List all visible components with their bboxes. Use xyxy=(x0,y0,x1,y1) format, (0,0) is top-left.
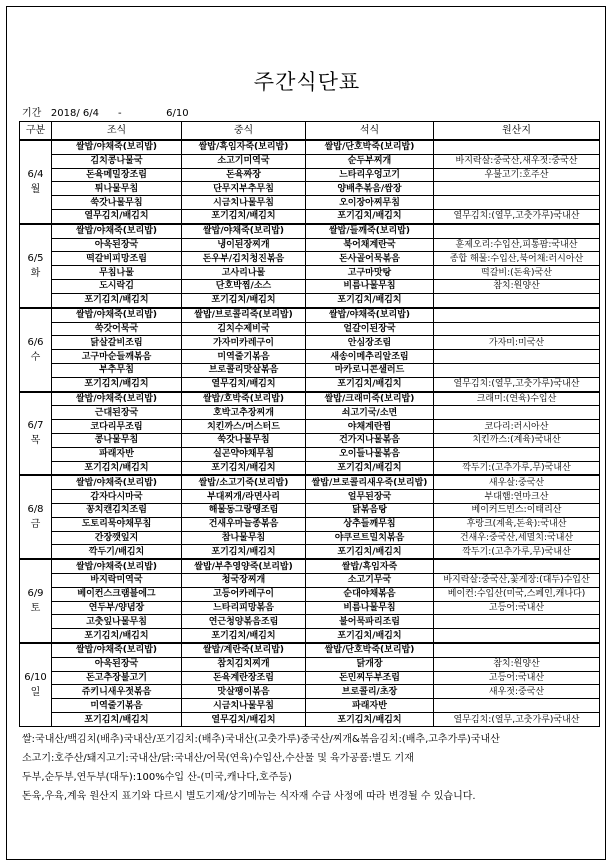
note-line: 돈육,우육,계육 원산지 표기와 다르시 별도기재/상기메뉴는 식자재 수급 사정에 따라 변경될 수 있습니다. xyxy=(22,791,476,802)
menu-row xyxy=(20,475,600,489)
lunch-cell: 쌀밥/흑임자죽(보리밥) xyxy=(182,140,306,154)
header-lunch: 중식 xyxy=(182,122,306,141)
breakfast-cell: 콩나물무침 xyxy=(52,433,182,447)
lunch-cell: 단호박찜/소스 xyxy=(182,280,306,294)
lunch-cell: 열무김치/배김치 xyxy=(182,713,306,727)
breakfast-cell: 쌀밥/야채죽(보리밥) xyxy=(52,559,182,573)
day-cell xyxy=(20,224,52,308)
day-date: 6/4 xyxy=(27,168,44,180)
dinner-cell: 쌀밥/흑임자죽 xyxy=(306,559,434,573)
origin-cell: 가자미:미국산 xyxy=(434,336,600,350)
lunch-cell: 쌀밥/야채죽(보리밥) xyxy=(182,224,306,238)
origin-cell: 새우살:중국산 xyxy=(434,475,600,489)
lunch-cell: 미역줄기볶음 xyxy=(182,350,306,364)
lunch-cell: 쌀밥/호박죽(보리밥) xyxy=(182,392,306,406)
dinner-cell: 상추들깨무침 xyxy=(306,517,434,531)
menu-row xyxy=(20,308,600,322)
menu-row xyxy=(20,657,600,671)
origin-cell: 깍두기:(고추가루,무)국내산 xyxy=(434,545,600,559)
breakfast-cell: 포기김치/배김치 xyxy=(52,713,182,727)
menu-row xyxy=(20,196,600,210)
origin-cell xyxy=(434,196,600,210)
breakfast-cell: 부추무침 xyxy=(52,363,182,377)
breakfast-cell: 간장깻잎지 xyxy=(52,531,182,545)
header-origin: 원산지 xyxy=(434,122,600,141)
origin-cell: 새우젓:중국산 xyxy=(434,685,600,699)
lunch-cell: 브로콜리맛살볶음 xyxy=(182,363,306,377)
origin-cell xyxy=(434,322,600,336)
origin-cell: 베이커드빈스:이태리산 xyxy=(434,504,600,518)
breakfast-cell: 김치콩나물국 xyxy=(52,154,182,168)
breakfast-cell: 베이컨스크램블에그 xyxy=(52,587,182,601)
dinner-cell: 돈사골어묵볶음 xyxy=(306,252,434,266)
menu-row xyxy=(20,140,600,154)
day-weekday: 목 xyxy=(30,435,41,447)
dinner-cell: 새송이메추리알조림 xyxy=(306,350,434,364)
lunch-cell: 가자미카레구이 xyxy=(182,336,306,350)
header-dinner: 석식 xyxy=(306,122,434,141)
breakfast-cell: 포기김치/배김치 xyxy=(52,629,182,643)
menu-row xyxy=(20,671,600,685)
dinner-cell: 얼무된장국 xyxy=(306,490,434,504)
breakfast-cell: 깍두기/배김치 xyxy=(52,545,182,559)
origin-cell: 바지락살:중국산,꽃게장:(대두)수입산 xyxy=(434,574,600,588)
day-cell xyxy=(20,140,52,224)
day-date: 6/10 xyxy=(24,672,47,684)
breakfast-cell: 열무김치/배김치 xyxy=(52,209,182,223)
period-dash: - xyxy=(118,108,122,119)
menu-row xyxy=(20,643,600,657)
dinner-cell: 야채계란찜 xyxy=(306,420,434,434)
dinner-cell: 마카로니콘샐러드 xyxy=(306,363,434,377)
lunch-cell: 쌀밥/소고기죽(보리밥) xyxy=(182,475,306,489)
day-weekday: 토 xyxy=(30,603,41,615)
breakfast-cell: 돈고추장불고기 xyxy=(52,671,182,685)
lunch-cell: 쌀밥/계란죽(보리밥) xyxy=(182,643,306,657)
breakfast-cell: 꽁치캔김치조림 xyxy=(52,504,182,518)
breakfast-cell: 연두부/양념장 xyxy=(52,601,182,615)
menu-row xyxy=(20,574,600,588)
day-weekday: 금 xyxy=(30,519,41,531)
dinner-cell: 돈민찌두부조림 xyxy=(306,671,434,685)
breakfast-cell: 포기김치/배김치 xyxy=(52,377,182,391)
menu-row xyxy=(20,461,600,475)
lunch-cell: 실곤약야채무침 xyxy=(182,447,306,461)
dinner-cell: 소고기무국 xyxy=(306,574,434,588)
period-end: 6/10 xyxy=(166,108,189,119)
origin-cell xyxy=(434,293,600,307)
menu-row xyxy=(20,601,600,615)
menu-row xyxy=(20,629,600,643)
lunch-cell: 해물동그랑땡조림 xyxy=(182,504,306,518)
menu-row xyxy=(20,168,600,182)
dinner-cell: 건가지나물볶음 xyxy=(306,433,434,447)
note-line: 쌀:국내산/백김치(배추)국내산/포기김치:(배추)국내산(고춧가루)중국산/찌개&볶음김치:(배추,고추가루)국내산 xyxy=(22,734,500,745)
menu-row xyxy=(20,447,600,461)
menu-row xyxy=(20,224,600,238)
breakfast-cell: 닭살갈비조림 xyxy=(52,336,182,350)
breakfast-cell: 떡갈비피망조림 xyxy=(52,252,182,266)
menu-row xyxy=(20,517,600,531)
menu-row xyxy=(20,293,600,307)
notes xyxy=(22,730,602,806)
menu-row xyxy=(20,531,600,545)
note-line: 소고기:호주산/돼지고기:국내산/닭:국내산/어묵(연육)수입산,수산물 및 육가공품:별도 기재 xyxy=(22,753,414,764)
origin-cell: 깍두기:(고추가루,무)국내산 xyxy=(434,461,600,475)
day-date: 6/7 xyxy=(27,420,44,432)
menu-row xyxy=(20,545,600,559)
day-weekday: 화 xyxy=(30,267,41,279)
menu-row xyxy=(20,406,600,420)
origin-cell xyxy=(434,643,600,657)
menu-row xyxy=(20,433,600,447)
day-date: 6/9 xyxy=(27,588,44,600)
day-date: 6/6 xyxy=(27,336,44,348)
breakfast-cell: 쑥갓나물무침 xyxy=(52,196,182,210)
breakfast-cell: 쌀밥/야채죽(보리밥) xyxy=(52,475,182,489)
dinner-cell: 고구마맛탕 xyxy=(306,266,434,280)
origin-cell: 치킨까스:(계육)국내산 xyxy=(434,433,600,447)
lunch-cell: 부대찌개/라면사리 xyxy=(182,490,306,504)
dinner-cell: 쌀밥/단호박죽(보리밥) xyxy=(306,140,434,154)
lunch-cell: 쌀밥/브로콜리죽(보리밥) xyxy=(182,308,306,322)
menu-row xyxy=(20,615,600,629)
breakfast-cell: 도시락김 xyxy=(52,280,182,294)
breakfast-cell: 바지락미역국 xyxy=(52,574,182,588)
dinner-cell: 오이들나물볶음 xyxy=(306,447,434,461)
menu-table xyxy=(19,121,600,727)
day-date: 6/8 xyxy=(27,504,44,516)
dinner-cell: 쌀밥/브로콜리새우죽(보리밥) xyxy=(306,475,434,489)
lunch-cell: 참나물무침 xyxy=(182,531,306,545)
dinner-cell: 쌀밥/들깨죽(보리밥) xyxy=(306,224,434,238)
dinner-cell: 쌀밥/야채죽(보리밥) xyxy=(306,308,434,322)
lunch-cell: 소고기미역국 xyxy=(182,154,306,168)
dinner-cell: 닭볶음탕 xyxy=(306,504,434,518)
day-weekday: 일 xyxy=(30,687,41,699)
breakfast-cell: 쌀밥/야채죽(보리밥) xyxy=(52,140,182,154)
menu-row xyxy=(20,559,600,573)
breakfast-cell: 튀나물무침 xyxy=(52,182,182,196)
origin-cell: 종합 해물:수입산,북어채:러시아산 xyxy=(434,252,600,266)
lunch-cell: 치킨까스/머스터드 xyxy=(182,420,306,434)
lunch-cell: 포기김치/배김치 xyxy=(182,293,306,307)
lunch-cell: 청국장찌개 xyxy=(182,574,306,588)
dinner-cell: 쌀밥/단호박죽(보리밥) xyxy=(306,643,434,657)
day-cell xyxy=(20,475,52,559)
menu-row xyxy=(20,685,600,699)
dinner-cell: 포기김치/배김치 xyxy=(306,293,434,307)
origin-cell: 고등어:국내산 xyxy=(434,601,600,615)
menu-row xyxy=(20,322,600,336)
menu-row xyxy=(20,154,600,168)
page-title: 주간식단표 xyxy=(253,70,361,94)
breakfast-cell: 아욱된장국 xyxy=(52,657,182,671)
day-date: 6/5 xyxy=(27,252,44,264)
breakfast-cell: 포기김치/배김치 xyxy=(52,461,182,475)
menu-row xyxy=(20,420,600,434)
dinner-cell: 야쿠르트밀치볶음 xyxy=(306,531,434,545)
dinner-cell: 포기김치/배김치 xyxy=(306,377,434,391)
dinner-cell: 쌀밥/크래미죽(보리밥) xyxy=(306,392,434,406)
menu-row xyxy=(20,587,600,601)
lunch-cell: 냉이된장찌개 xyxy=(182,238,306,252)
breakfast-cell: 코다리무조림 xyxy=(52,420,182,434)
menu-row xyxy=(20,699,600,713)
origin-cell xyxy=(434,406,600,420)
origin-cell xyxy=(434,350,600,364)
lunch-cell: 쌀밥/부추영양죽(보리밥) xyxy=(182,559,306,573)
lunch-cell: 시금치나물무침 xyxy=(182,699,306,713)
origin-cell: 참치:원양산 xyxy=(434,657,600,671)
lunch-cell: 돈육짜장 xyxy=(182,168,306,182)
dinner-cell: 순두부찌개 xyxy=(306,154,434,168)
dinner-cell: 양배추볶음/쌈장 xyxy=(306,182,434,196)
lunch-cell: 호박고추장찌개 xyxy=(182,406,306,420)
origin-cell: 부대햄:연마크산 xyxy=(434,490,600,504)
dinner-cell: 브로콜리/초장 xyxy=(306,685,434,699)
lunch-cell: 포기김치/배김치 xyxy=(182,209,306,223)
menu-row xyxy=(20,504,600,518)
breakfast-cell: 돈육메밀장조림 xyxy=(52,168,182,182)
menu-row xyxy=(20,238,600,252)
origin-cell: 떡갈비:(돈육)국산 xyxy=(434,266,600,280)
origin-cell: 열무김치:(열무,고춧가루)국내산 xyxy=(434,209,600,223)
dinner-cell: 닭개장 xyxy=(306,657,434,671)
origin-cell: 우불고기:호주산 xyxy=(434,168,600,182)
period-start: 2018/ 6/4 xyxy=(50,108,99,119)
lunch-cell: 포기김치/배김치 xyxy=(182,629,306,643)
origin-cell: 베이컨:수입산(미국,스페인,캐나다) xyxy=(434,587,600,601)
breakfast-cell: 쌀밥/야채죽(보리밥) xyxy=(52,224,182,238)
origin-cell: 고등어:국내산 xyxy=(434,671,600,685)
period-label: 기간 xyxy=(22,108,42,119)
lunch-cell: 시금치나물무침 xyxy=(182,196,306,210)
lunch-cell: 열무김치/배김치 xyxy=(182,377,306,391)
lunch-cell: 포기김치/배김치 xyxy=(182,461,306,475)
day-weekday: 수 xyxy=(30,351,41,363)
origin-cell: 바지락살:중국산,새우젓:중국산 xyxy=(434,154,600,168)
dinner-cell: 순대야채볶음 xyxy=(306,587,434,601)
lunch-cell: 김치수제비국 xyxy=(182,322,306,336)
dinner-cell: 포기김치/배김치 xyxy=(306,209,434,223)
dinner-cell: 포기김치/배김치 xyxy=(306,713,434,727)
header-row xyxy=(20,122,600,141)
day-cell xyxy=(20,308,52,392)
origin-cell: 참치:원양산 xyxy=(434,280,600,294)
origin-cell xyxy=(434,182,600,196)
lunch-cell: 고등어카레구이 xyxy=(182,587,306,601)
lunch-cell: 연근청양볶음조림 xyxy=(182,615,306,629)
lunch-cell: 느타리피망볶음 xyxy=(182,601,306,615)
breakfast-cell: 도토리묵야채무침 xyxy=(52,517,182,531)
day-cell xyxy=(20,559,52,643)
origin-cell: 후랑크(계육,돈육):국내산 xyxy=(434,517,600,531)
header-breakfast: 조식 xyxy=(52,122,182,141)
dinner-cell: 비름나물무침 xyxy=(306,280,434,294)
dinner-cell: 오이장아찌무침 xyxy=(306,196,434,210)
breakfast-cell: 쌀밥/야채죽(보리밥) xyxy=(52,643,182,657)
origin-cell xyxy=(434,308,600,322)
dinner-cell: 얼갈이된장국 xyxy=(306,322,434,336)
breakfast-cell: 쥬키니새우젓볶음 xyxy=(52,685,182,699)
menu-row xyxy=(20,713,600,727)
menu-row xyxy=(20,252,600,266)
menu-row xyxy=(20,280,600,294)
origin-cell: 열무김치:(열무,고춧가루)국내산 xyxy=(434,713,600,727)
breakfast-cell: 쑥갓어묵국 xyxy=(52,322,182,336)
dinner-cell: 느타리우엉고기 xyxy=(306,168,434,182)
origin-cell: 크래미:(연육)수입산 xyxy=(434,392,600,406)
dinner-cell: 포기김치/배김치 xyxy=(306,545,434,559)
note-line: 두부,순두부,연두부(대두):100%수입 산-(미국,캐나다,호주등) xyxy=(22,772,292,783)
lunch-cell: 고사리나물 xyxy=(182,266,306,280)
origin-cell xyxy=(434,140,600,154)
dinner-cell: 불어묵파리조림 xyxy=(306,615,434,629)
origin-cell xyxy=(434,615,600,629)
dinner-cell: 포기김치/배김치 xyxy=(306,461,434,475)
menu-row xyxy=(20,336,600,350)
day-cell xyxy=(20,643,52,726)
origin-cell xyxy=(434,699,600,713)
menu-row xyxy=(20,182,600,196)
breakfast-cell: 미역줄기볶음 xyxy=(52,699,182,713)
lunch-cell: 포기김치/배김치 xyxy=(182,545,306,559)
origin-cell xyxy=(434,447,600,461)
menu-row xyxy=(20,266,600,280)
breakfast-cell: 고구마순들깨볶음 xyxy=(52,350,182,364)
dinner-cell: 비름나물무침 xyxy=(306,601,434,615)
breakfast-cell: 쌀밥/야채죽(보리밥) xyxy=(52,308,182,322)
origin-cell: 훈제오리:수입산,피통팜:국내산 xyxy=(434,238,600,252)
origin-cell xyxy=(434,224,600,238)
breakfast-cell: 아욱된장국 xyxy=(52,238,182,252)
origin-cell: 건새우:중국산,세멸치:국내산 xyxy=(434,531,600,545)
lunch-cell: 건새우마늘종볶음 xyxy=(182,517,306,531)
lunch-cell: 돈육계란장조림 xyxy=(182,671,306,685)
menu-body xyxy=(20,140,600,727)
lunch-cell: 참치김치찌개 xyxy=(182,657,306,671)
breakfast-cell: 무침나물 xyxy=(52,266,182,280)
origin-cell xyxy=(434,363,600,377)
breakfast-cell: 고춧잎나물무침 xyxy=(52,615,182,629)
dinner-cell: 쇠고기국/소면 xyxy=(306,406,434,420)
lunch-cell: 돈우부/김치청진볶음 xyxy=(182,252,306,266)
lunch-cell: 맛살팽이볶음 xyxy=(182,685,306,699)
dinner-cell: 포기김치/배김치 xyxy=(306,629,434,643)
menu-row xyxy=(20,490,600,504)
breakfast-cell: 감자다시마국 xyxy=(52,490,182,504)
dinner-cell: 파래자반 xyxy=(306,699,434,713)
dinner-cell: 북어채계란국 xyxy=(306,238,434,252)
menu-row xyxy=(20,392,600,406)
lunch-cell: 단무지부추무침 xyxy=(182,182,306,196)
day-cell xyxy=(20,392,52,476)
origin-cell xyxy=(434,559,600,573)
origin-cell: 코다리:러시아산 xyxy=(434,420,600,434)
origin-cell xyxy=(434,629,600,643)
dinner-cell: 안심장조림 xyxy=(306,336,434,350)
day-weekday: 월 xyxy=(30,183,41,195)
menu-row xyxy=(20,377,600,391)
breakfast-cell: 포기김치/배김치 xyxy=(52,293,182,307)
lunch-cell: 쑥갓나물무침 xyxy=(182,433,306,447)
menu-row xyxy=(20,363,600,377)
header-division: 구분 xyxy=(20,122,52,141)
breakfast-cell: 근대된장국 xyxy=(52,406,182,420)
breakfast-cell: 파래자반 xyxy=(52,447,182,461)
breakfast-cell: 쌀밥/야채죽(보리밥) xyxy=(52,392,182,406)
menu-row xyxy=(20,350,600,364)
menu-row xyxy=(20,209,600,223)
origin-cell: 열무김치:(열무,고춧가루)국내산 xyxy=(434,377,600,391)
period-line xyxy=(22,104,189,119)
